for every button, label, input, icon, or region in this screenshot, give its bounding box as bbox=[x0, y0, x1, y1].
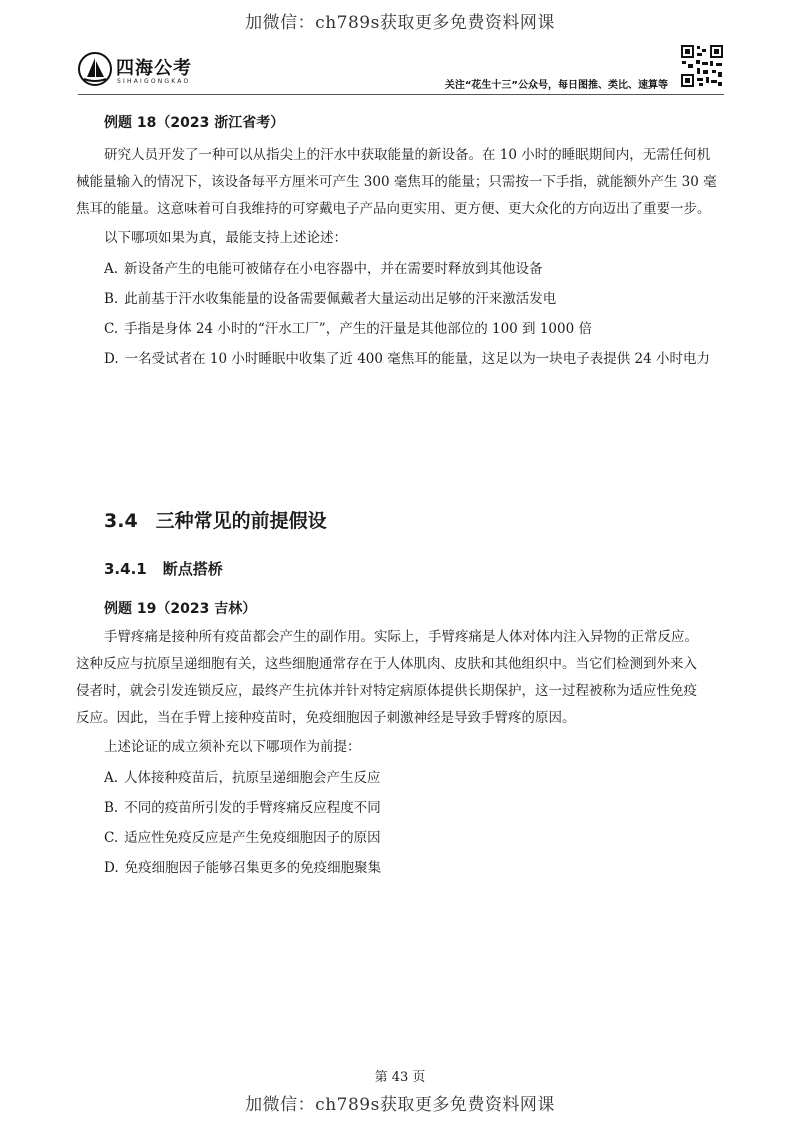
example-19-block bbox=[76, 598, 724, 883]
example-19-option-c: C. 适应性免疫反应是产生免疫细胞因子的原因 bbox=[104, 830, 381, 846]
example-19-option-a: A. 人体接种疫苗后，抗原呈递细胞会产生反应 bbox=[104, 770, 381, 786]
section-heading: 3.4 三种常见的前提假设 bbox=[104, 510, 327, 532]
page-number: 第 43 页 bbox=[374, 1070, 426, 1085]
subsection-heading: 3.4.1 断点搭桥 bbox=[104, 560, 223, 578]
example-19-option-d: D. 免疫细胞因子能够召集更多的免疫细胞聚集 bbox=[104, 860, 382, 876]
example-18-option-c: C. 手指是身体 24 小时的“汗水工厂”，产生的汗量是其他部位的 100 到 1000 倍 bbox=[104, 321, 592, 337]
watermark-top: 加微信：ch789s获取更多免费资料网课 bbox=[245, 13, 555, 33]
example-18-option-b: B. 此前基于汗水收集能量的设备需要佩戴者大量运动出足够的汗来激活发电 bbox=[104, 291, 557, 307]
example-18-option-d: D. 一名受试者在 10 小时睡眠中收集了近 400 毫焦耳的能量，这足以为一块电子表提供 24 小时电力 bbox=[104, 351, 711, 367]
example-18-title: 例题 18（2023 浙江省考） bbox=[104, 115, 285, 131]
example-18-question: 以下哪项如果为真，最能支持上述论述： bbox=[104, 230, 347, 246]
example-19-line-4: 反应。因此，当在手臂上接种疫苗时，免疫细胞因子刺激神经是导致手臂疼的原因。 bbox=[76, 710, 576, 726]
example-18-option-a: A. 新设备产生的电能可被储存在小电容器中，并在需要时释放到其他设备 bbox=[104, 261, 543, 277]
qr-code-icon bbox=[680, 44, 724, 88]
brand-subtitle: SIHAIGONGKAO bbox=[117, 78, 191, 85]
example-18-block bbox=[76, 112, 724, 374]
header-divider bbox=[78, 94, 724, 95]
example-18-line-1: 研究人员开发了一种可以从指尖上的汗水中获取能量的新设备。在 10 小时的睡眠期间内，无需任何机 bbox=[104, 147, 711, 163]
example-19-line-2: 这种反应与抗原呈递细胞有关，这些细胞通常存在于人体肌肉、皮肤和其他组织中。当它们检测到外来入 bbox=[76, 656, 697, 672]
brand-name: 四海公考 bbox=[116, 58, 192, 79]
page-header bbox=[78, 44, 724, 92]
brand-logo bbox=[78, 52, 228, 88]
example-19-line-3: 侵者时，就会引发连锁反应，最终产生抗体并针对特定病原体提供长期保护，这一过程被称为适应性免疫 bbox=[76, 683, 697, 699]
example-19-question: 上述论证的成立须补充以下哪项作为前提： bbox=[104, 739, 361, 755]
example-19-option-b: B. 不同的疫苗所引发的手臂疼痛反应程度不同 bbox=[104, 800, 381, 816]
example-19-line-1: 手臂疼痛是接种所有疫苗都会产生的副作用。实际上，手臂疼痛是人体对体内注入异物的正常反应。 bbox=[104, 629, 698, 645]
example-19-title: 例题 19（2023 吉林） bbox=[104, 601, 257, 617]
example-18-line-3: 焦耳的能量。这意味着可自我维持的可穿戴电子产品向更实用、更方便、更大众化的方向迈出了重要一步。 bbox=[76, 201, 711, 217]
watermark-bottom: 加微信：ch789s获取更多免费资料网课 bbox=[245, 1095, 555, 1115]
header-note: 关注“花生十三”公众号，每日图推、类比、速算等 bbox=[444, 80, 668, 91]
sailboat-logo-icon bbox=[78, 52, 112, 86]
example-18-line-2: 械能量输入的情况下，该设备每平方厘米可产生 300 毫焦耳的能量；只需按一下手指，就能额外产生 30 毫 bbox=[76, 174, 717, 190]
